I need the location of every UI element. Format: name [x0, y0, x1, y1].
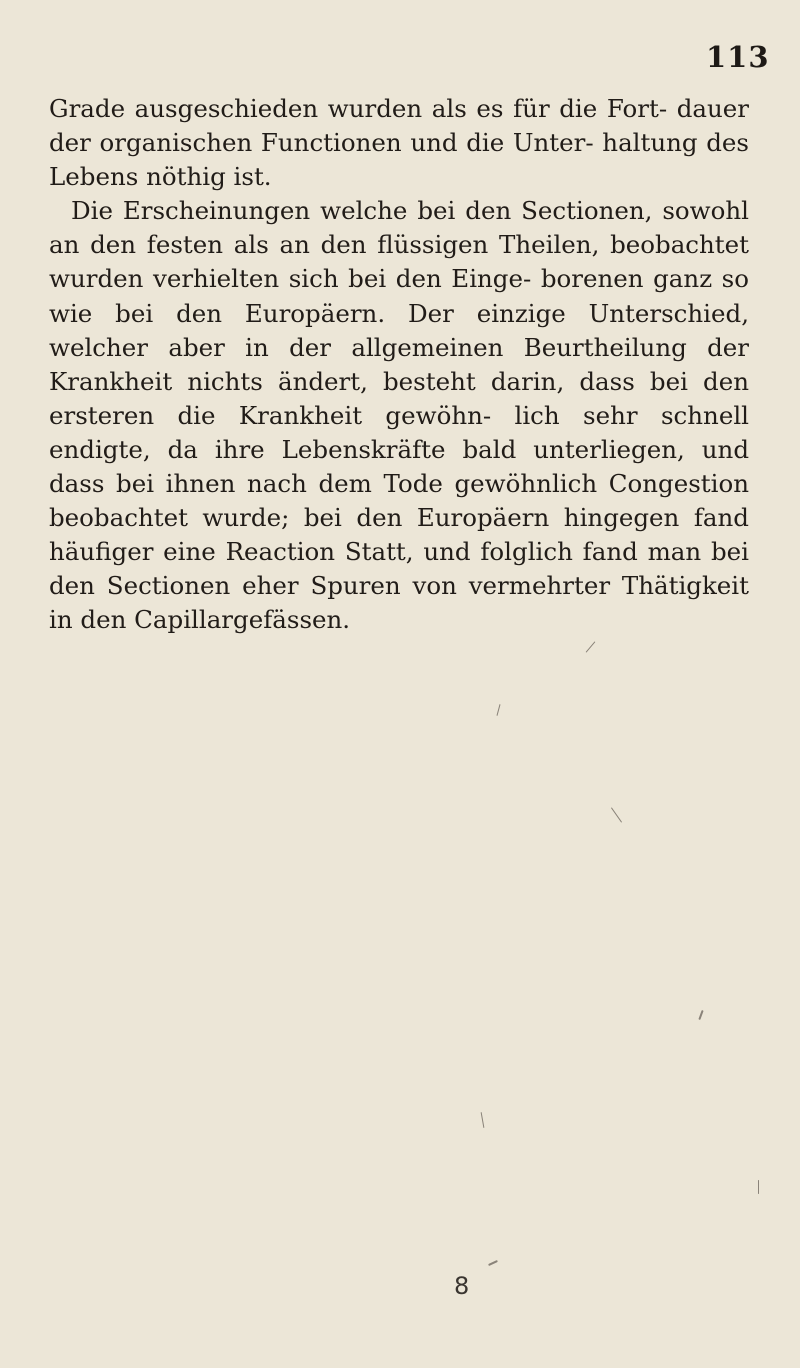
paragraph-1: Grade ausgeschieden wurden als es für die Fort- dauer der organischen Functionen und die Unter- haltung des Lebens nöthig ist. — [49, 94, 749, 192]
signature-mark: 8 — [454, 1272, 470, 1300]
paper-speck — [698, 1010, 703, 1020]
body-text — [49, 92, 749, 638]
paper-speck — [488, 1260, 498, 1266]
paper-speck — [611, 807, 622, 822]
paper-speck — [496, 704, 500, 716]
page-number: 113 — [706, 40, 770, 74]
paper-speck — [586, 641, 596, 652]
paper-speck — [481, 1112, 485, 1128]
paper-speck — [758, 1180, 759, 1194]
paragraph-2: Die Erscheinungen welche bei den Sectionen, sowohl an den festen als an den flüssigen Theilen, beobachtet wurden verhielten sich bei den Einge- borenen ganz so wie bei den Europäern. Der einzige Unterschied, welcher aber in der allgemeinen Beurtheilung der Krankheit nichts ändert, besteht darin, dass bei den ersteren die Krankheit gewöhn- lich sehr schnell endigte, da ihre Lebenskräfte bald unterliegen, und dass bei ihnen nach dem Tode gewöhnlich Congestion beobachtet wurde; bei den Europäern hingegen fand häufiger eine Reaction Statt, und folglich fand man bei den Sectionen eher Spuren von vermehrter Thätigkeit in den Capillargefässen. — [49, 196, 749, 635]
